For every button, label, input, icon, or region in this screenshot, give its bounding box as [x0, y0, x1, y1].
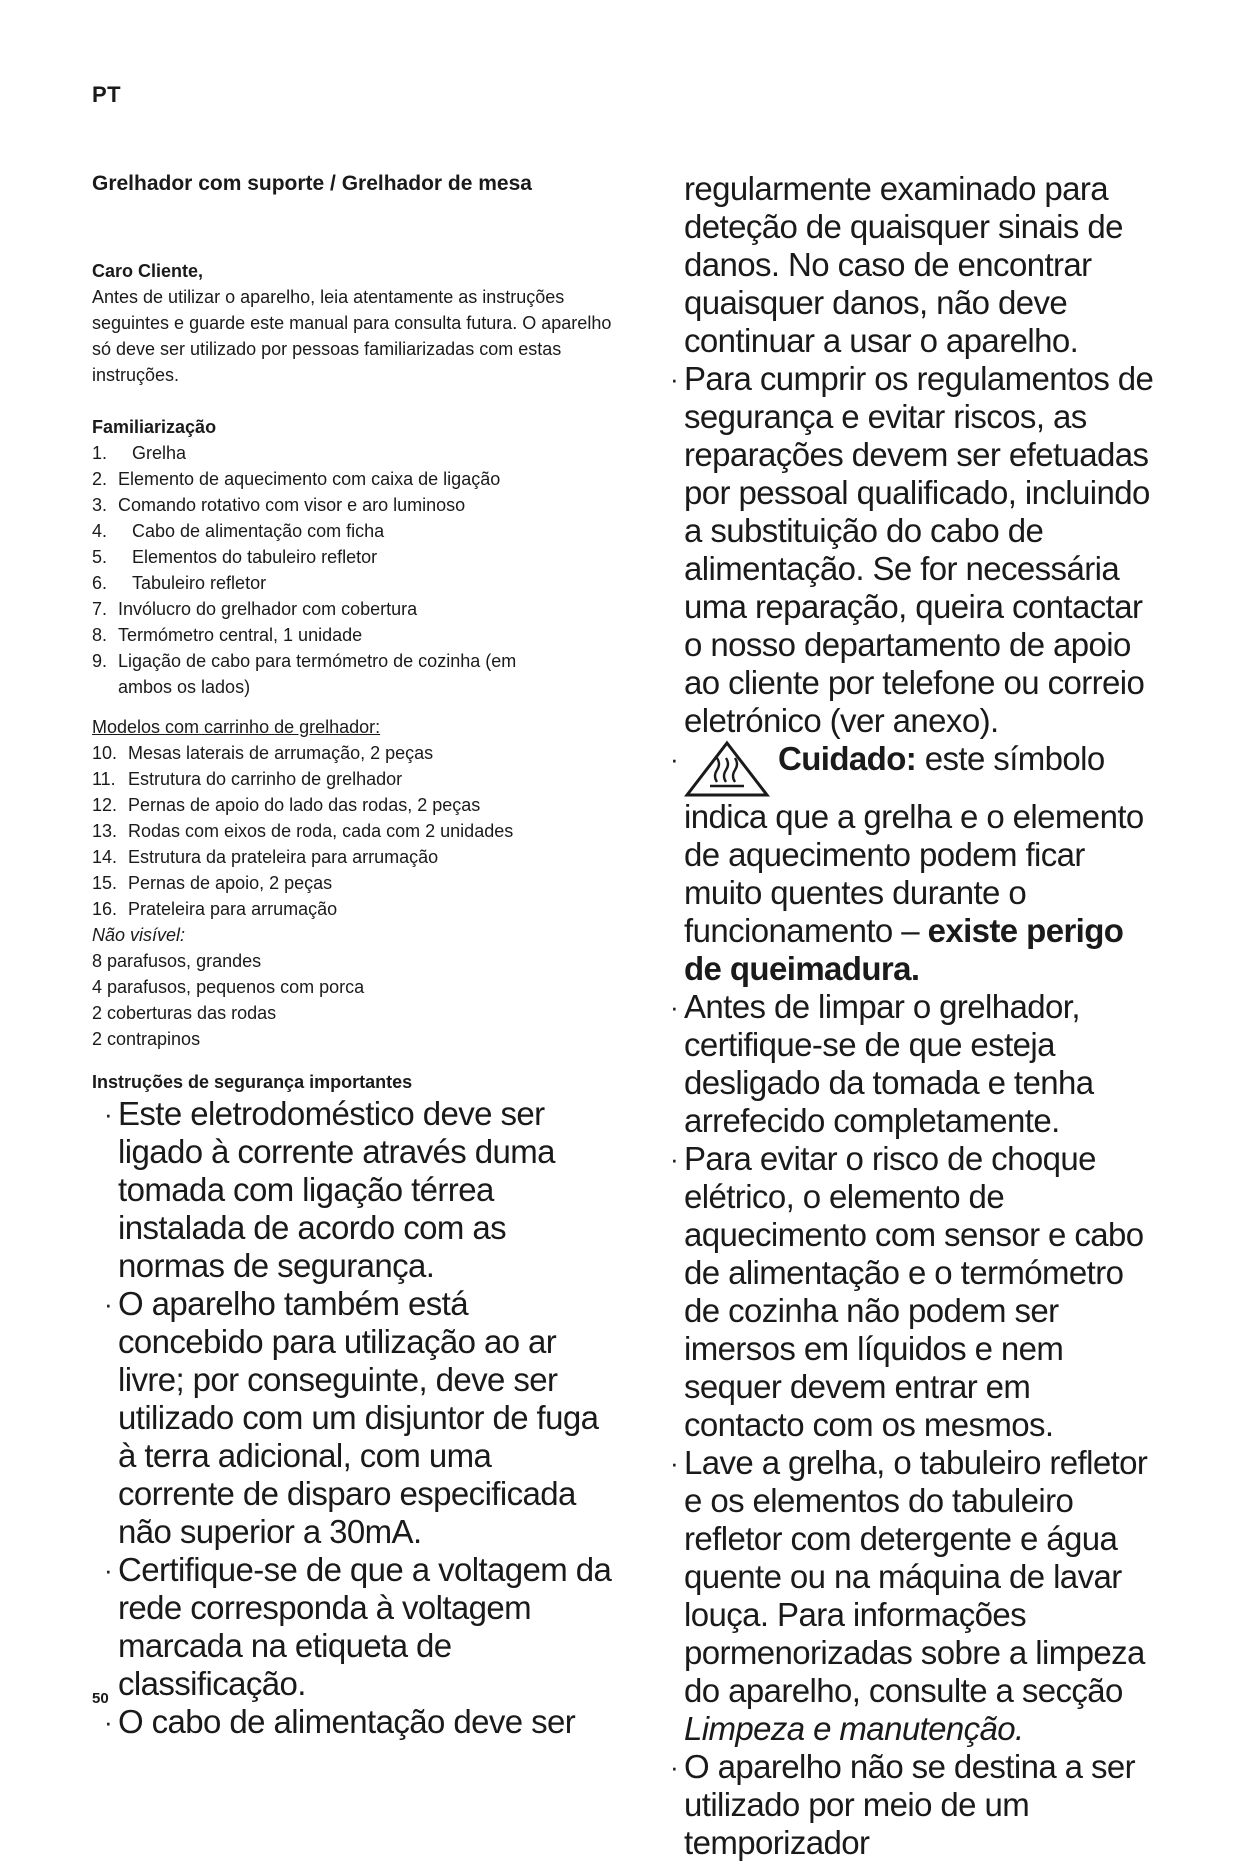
list-item: 13. Rodas com eixos de roda, cada com 2 unidades — [92, 821, 514, 841]
intro-paragraph: Antes de utilizar o aparelho, leia atentamente as instruções seguintes e guarde este manual para consulta futura. O aparelho só deve ser utilizado por pessoas familiarizadas com estas instruções. — [92, 287, 612, 385]
greeting: Caro Cliente, — [92, 261, 204, 281]
list-item: 16. Prateleira para arrumação — [92, 899, 338, 919]
list-item: 8. Termómetro central, 1 unidade — [92, 625, 363, 645]
bullet-icon: · — [104, 1555, 113, 1585]
bullet-icon: · — [104, 1099, 113, 1129]
bullet-icon: · — [670, 1752, 679, 1782]
bullet-icon: · — [670, 1448, 679, 1478]
list-item: · Lave a grelha, o tabuleiro refletor e os elementos do tabuleiro refletor com detergente e água quente ou na máquina de lavar louça. Para informações pormenorizadas sobre a limpeza do aparelho, consulte a secção Limpeza e manutenção. — [670, 1444, 1148, 1747]
not-visible-list — [92, 948, 612, 1052]
list-item: · Para cumprir os regulamentos de segurança e evitar riscos, as reparações devem ser efetuadas por pessoal qualificado, incluindo a substituição do cabo de alimentação. Se for necessária uma reparação, queira contactar o nosso departamento de apoio ao cliente por telefone ou correio eletrónico (ver anexo). — [670, 360, 1154, 739]
list-item: · Para evitar o risco de choque elétrico, o elemento de aquecimento com sensor e cabo de alimentação e o termómetro de cozinha não podem ser imersos em líquidos e nem sequer devem entrar em contacto com os mesmos. — [670, 1140, 1144, 1443]
list-item: 4 parafusos, pequenos com porca — [92, 977, 365, 997]
caution-text: este símbolo indica que a grelha e o elemento de aquecimento podem ficar muito quentes durante o funcionamento – — [684, 740, 1144, 949]
list-item: 1. Grelha — [92, 443, 187, 463]
cleaning-section-reference: Limpeza e manutenção. — [684, 1710, 1024, 1747]
parts-list — [92, 440, 612, 700]
list-item: 14. Estrutura da prateleira para arrumação — [92, 847, 439, 867]
safety-list-continued — [658, 170, 1158, 1862]
bullet-icon: · — [670, 1144, 679, 1174]
list-item: · O aparelho também está concebido para utilização ao ar livre; por conseguinte, deve ser utilizado com um disjuntor de fuga à terra adicional, com uma corrente de disparo especificada não superior a 30mA. — [104, 1285, 599, 1550]
page-number: 50 — [92, 1690, 109, 1707]
list-item: · O aparelho não se destina a ser utilizado por meio de um temporizador — [670, 1748, 1136, 1861]
bullet-icon: · — [104, 1707, 113, 1737]
not-visible-label: Não visível: — [92, 925, 186, 945]
list-item: 11. Estrutura do carrinho de grelhador — [92, 769, 403, 789]
list-item: · Antes de limpar o grelhador, certifique-se de que esteja desligado da tomada e tenha arrefecido completamente. — [670, 988, 1094, 1139]
familiarization-heading: Familiarização — [92, 417, 217, 437]
bullet-icon: · — [670, 364, 679, 394]
safety-heading: Instruções de segurança importantes — [92, 1072, 413, 1092]
caution-item — [658, 740, 1158, 988]
list-item: 9. Ligação de cabo para termómetro de cozinha (em ambos os lados) — [92, 651, 517, 697]
list-item: 10. Mesas laterais de arrumação, 2 peças — [92, 743, 434, 763]
bullet-icon: · — [104, 1289, 113, 1319]
cart-parts-list — [92, 740, 612, 922]
list-item: 2 contrapinos — [92, 1029, 201, 1049]
list-item: · Este eletrodoméstico deve ser ligado à corrente através duma tomada com ligação térrea instalada de acordo com as normas de segurança. — [104, 1095, 555, 1284]
hot-surface-warning-icon — [684, 740, 770, 798]
list-item: · O cabo de alimentação deve ser — [104, 1703, 576, 1740]
list-item: 3. Comando rotativo com visor e aro luminoso — [92, 495, 466, 515]
list-item: 15. Pernas de apoio, 2 peças — [92, 873, 333, 893]
list-item: 4. Cabo de alimentação com ficha — [92, 521, 385, 541]
list-item: 2. Elemento de aquecimento com caixa de ligação — [92, 469, 501, 489]
left-column — [92, 172, 612, 1741]
list-item: 12. Pernas de apoio do lado das rodas, 2 peças — [92, 795, 481, 815]
bullet-icon: · — [670, 744, 679, 774]
language-code: PT — [92, 82, 122, 107]
list-item: 6. Tabuleiro refletor — [92, 573, 267, 593]
list-item: 8 parafusos, grandes — [92, 951, 262, 971]
caution-label: Cuidado: — [778, 740, 917, 777]
list-item: 2 coberturas das rodas — [92, 1003, 277, 1023]
bullet-icon: · — [670, 992, 679, 1022]
caution-bold: existe perigo de queimadura. — [684, 912, 1124, 987]
right-column — [658, 170, 1158, 1862]
list-item: · Certifique-se de que a voltagem da rede corresponda à voltagem marcada na etiqueta de classificação. — [104, 1551, 612, 1702]
safety-list — [92, 1095, 612, 1741]
list-item: 5. Elementos do tabuleiro refletor — [92, 547, 378, 567]
list-item: regularmente examinado para deteção de quaisquer sinais de danos. No caso de encontrar quaisquer danos, não deve continuar a usar o aparelho. — [684, 170, 1123, 359]
document-title: Grelhador com suporte / Grelhador de mesa — [92, 172, 532, 195]
cart-models-heading: Modelos com carrinho de grelhador: — [92, 717, 381, 737]
list-item: 7. Invólucro do grelhador com cobertura — [92, 599, 418, 619]
